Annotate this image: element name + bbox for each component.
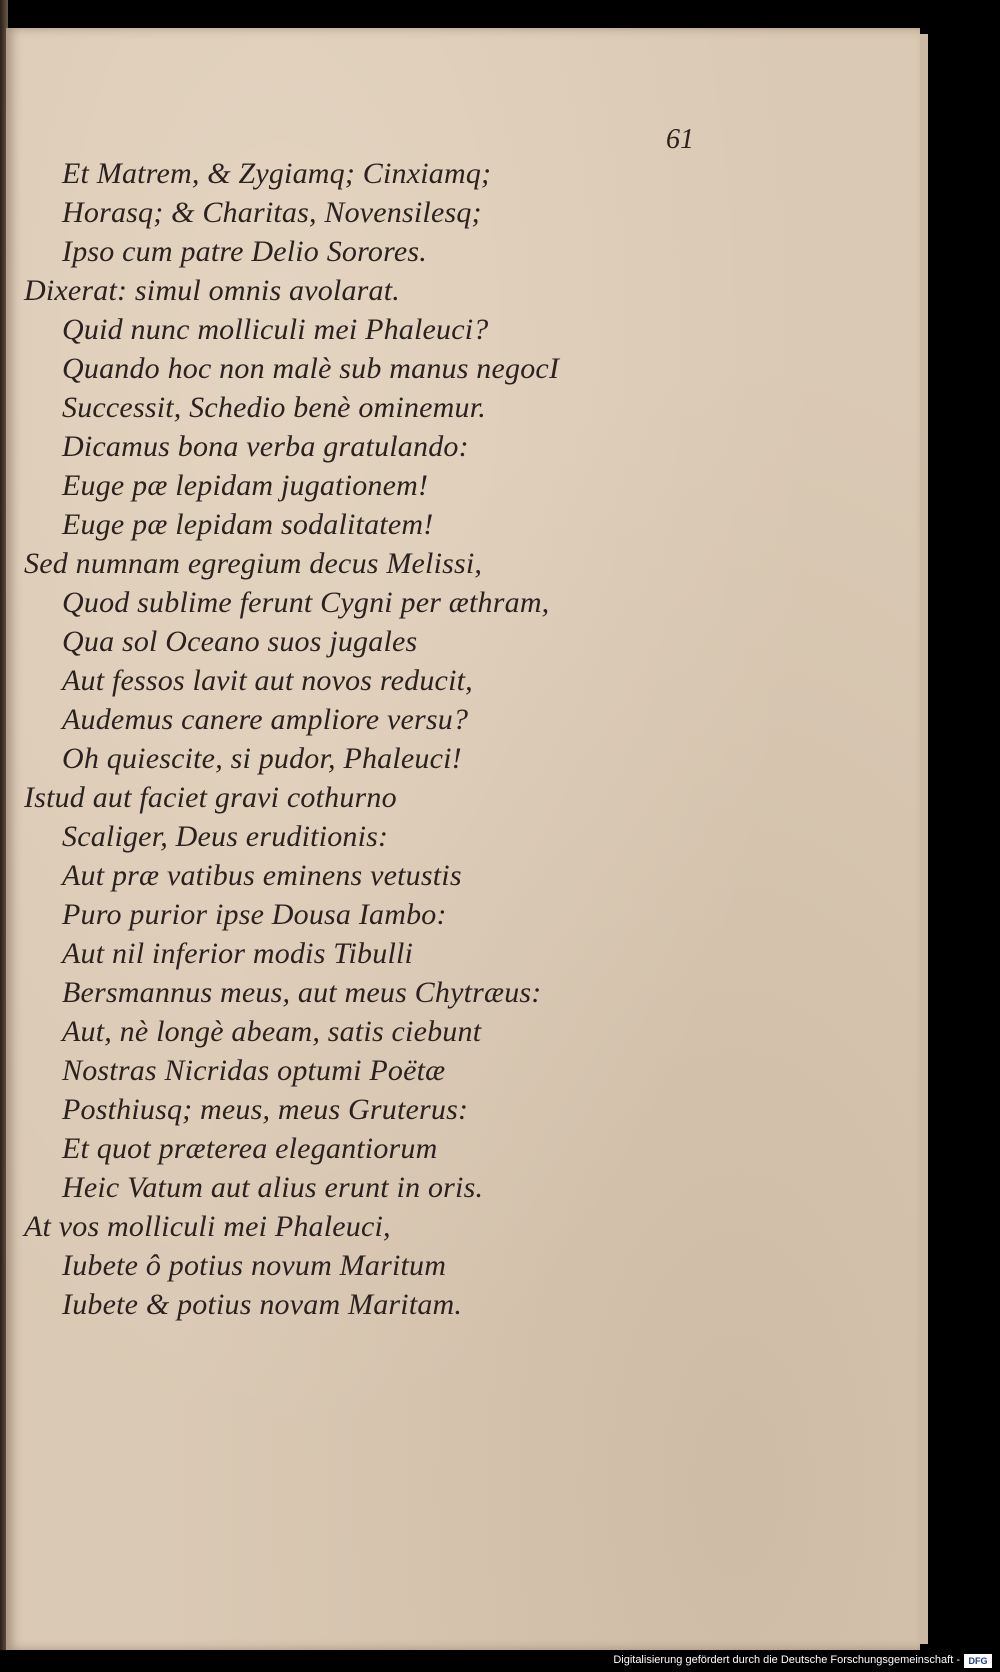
poem-line: Quid nunc molliculi mei Phaleuci? bbox=[62, 313, 489, 346]
poem-line: Oh quiescite, si pudor, Phaleuci! bbox=[62, 742, 462, 775]
page-edge bbox=[920, 34, 928, 1644]
poem-line: Puro purior ipse Dousa Iambo: bbox=[62, 898, 447, 931]
poem-line: Dixerat: simul omnis avolarat. bbox=[24, 274, 400, 307]
poem-line: At vos molliculi mei Phaleuci, bbox=[24, 1210, 391, 1243]
poem-line: Iubete & potius novam Maritam. bbox=[62, 1288, 463, 1321]
poem-line: Aut nil inferior modis Tibulli bbox=[62, 937, 414, 970]
poem-line: Ipso cum patre Delio Sorores. bbox=[62, 235, 427, 268]
poem-line: Dicamus bona verba gratulando: bbox=[62, 430, 469, 463]
poem-line: Aut fessos lavit aut novos reducit, bbox=[62, 664, 473, 697]
poem-line: Scaliger, Deus eruditionis: bbox=[62, 820, 389, 853]
poem-line: Iubete ô potius novum Maritum bbox=[62, 1249, 447, 1282]
poem-line: Successit, Schedio benè ominemur. bbox=[62, 391, 486, 424]
poem-line: Posthiusq; meus, meus Gruterus: bbox=[62, 1093, 469, 1126]
poem-line: Sed numnam egregium decus Melissi, bbox=[24, 547, 483, 580]
poem-line: Euge pæ lepidam sodalitatem! bbox=[62, 508, 434, 541]
poem-line: Et Matrem, & Zygiamq; Cinxiamq; bbox=[62, 157, 492, 190]
poem-line: Horasq; & Charitas, Novensilesq; bbox=[62, 196, 482, 229]
footer-bar bbox=[0, 1650, 1000, 1672]
poem-line: Istud aut faciet gravi cothurno bbox=[24, 781, 397, 814]
page-number: 61 bbox=[666, 124, 694, 155]
funding-credit: Digitalisierung gefördert durch die Deutsche Forschungsgemeinschaft - bbox=[613, 1654, 960, 1666]
poem-line: Nostras Nicridas optumi Poëtæ bbox=[62, 1054, 446, 1087]
poem-line: Quod sublime ferunt Cygni per æthram, bbox=[62, 586, 550, 619]
poem-text bbox=[6, 154, 920, 1434]
poem-line: Aut, nè longè abeam, satis ciebunt bbox=[62, 1015, 482, 1048]
poem-line: Et quot præterea elegantiorum bbox=[62, 1132, 438, 1165]
poem-line: Qua sol Oceano suos jugales bbox=[62, 625, 418, 658]
poem-line: Audemus canere ampliore versu? bbox=[62, 703, 469, 736]
poem-line: Bersmannus meus, aut meus Chytræus: bbox=[62, 976, 542, 1009]
poem-line: Aut præ vatibus eminens vetustis bbox=[62, 859, 462, 892]
poem-line: Quando hoc non malè sub manus negocI bbox=[62, 352, 560, 385]
poem-line: Euge pæ lepidam jugationem! bbox=[62, 469, 429, 502]
book-page bbox=[6, 28, 920, 1650]
poem-line: Heic Vatum aut alius erunt in oris. bbox=[62, 1171, 484, 1204]
dfg-logo: DFG bbox=[964, 1654, 992, 1668]
